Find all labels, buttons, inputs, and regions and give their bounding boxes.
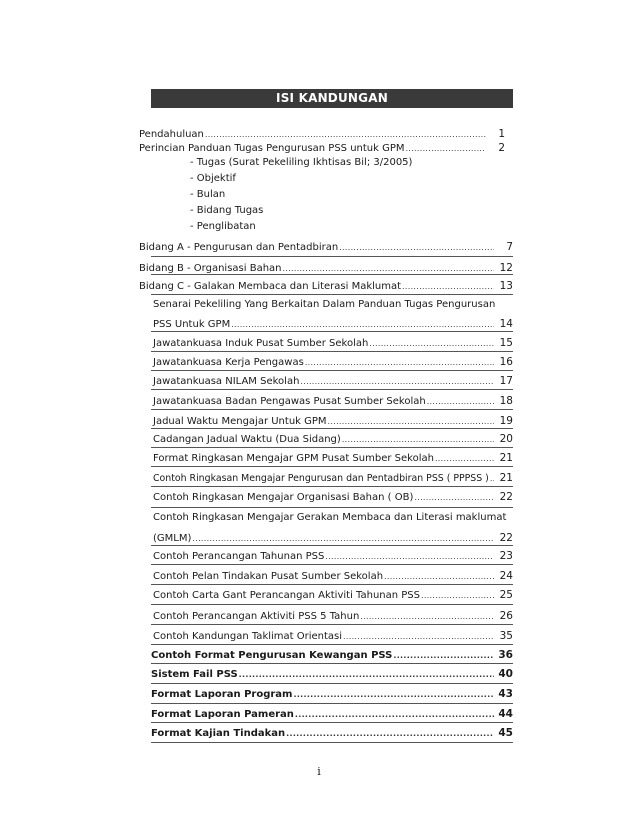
- toc-entry-label: Format Laporan Pameran: [151, 709, 294, 720]
- toc-entry-label: Jawatankuasa Kerja Pengawas: [153, 357, 304, 368]
- dot-leader: [384, 572, 494, 581]
- toc-entry[interactable]: [153, 550, 513, 562]
- toc-entry[interactable]: [153, 472, 513, 484]
- dot-leader: [339, 243, 494, 252]
- toc-entry-label: Jawatankuasa NILAM Sekolah: [153, 376, 300, 387]
- toc-entry-page: 22: [499, 532, 513, 544]
- toc-entry-label: PSS Untuk GPM: [153, 319, 231, 330]
- dot-leader: [360, 612, 494, 621]
- toc-entry[interactable]: [151, 708, 513, 720]
- dot-leader: [421, 591, 494, 600]
- toc-entry[interactable]: [151, 668, 513, 680]
- dot-leader: [406, 144, 486, 153]
- dot-leader: [192, 534, 494, 543]
- divider: [151, 663, 513, 664]
- dot-leader: [342, 435, 494, 444]
- toc-entry[interactable]: [153, 415, 513, 427]
- dot-leader: [295, 710, 494, 719]
- toc-sub-item: - Penglibatan: [190, 221, 256, 232]
- dot-leader: [231, 320, 494, 329]
- toc-sub-item: - Tugas (Surat Pekeliling Ikhtisas Bil; 3/2005): [190, 157, 413, 168]
- toc-entry-label: Contoh Ringkasan Mengajar Gerakan Membaca dan Literasi maklumat: [153, 512, 507, 523]
- divider: [151, 604, 513, 605]
- dot-leader: [490, 474, 494, 483]
- divider: [151, 507, 513, 508]
- divider: [151, 331, 513, 332]
- divider: [151, 466, 513, 467]
- toc-entry[interactable]: [153, 318, 513, 330]
- toc-entry-page: 35: [499, 630, 513, 642]
- toc-entry-label: Contoh Ringkasan Mengajar Organisasi Bahan ( OB): [153, 492, 414, 503]
- dot-leader: [325, 552, 494, 561]
- toc-entry-label: Jadual Waktu Mengajar Untuk GPM: [153, 416, 327, 427]
- divider: [151, 703, 513, 704]
- toc-entry-page: 15: [499, 337, 513, 349]
- toc-entry-label: Format Kajian Tindakan: [151, 728, 286, 739]
- toc-entry[interactable]: [153, 337, 513, 349]
- divider: [151, 486, 513, 487]
- dot-leader: [283, 264, 495, 273]
- toc-entry[interactable]: [153, 532, 513, 544]
- dot-leader: [328, 417, 494, 426]
- toc-entry-label: Contoh Carta Gant Perancangan Aktiviti Tahunan PSS: [153, 590, 420, 601]
- toc-entry-label: Perincian Panduan Tugas Pengurusan PSS untuk GPM: [139, 143, 405, 154]
- toc-entry-label: Format Laporan Program: [151, 689, 293, 700]
- toc-entry-label: Contoh Kandungan Taklimat Orientasi: [153, 631, 343, 642]
- dot-leader: [293, 690, 494, 699]
- divider: [151, 742, 513, 743]
- toc-entry[interactable]: [151, 688, 513, 700]
- divider: [151, 545, 513, 546]
- toc-entry[interactable]: [153, 491, 513, 503]
- toc-entry-page: 24: [499, 570, 513, 582]
- dot-leader: [435, 454, 494, 463]
- toc-entry-page: 2: [498, 142, 505, 154]
- toc-entry-label: Contoh Format Pengurusan Kewangan PSS: [151, 650, 393, 661]
- toc-entry-label: Bidang B - Organisasi Bahan: [139, 263, 282, 274]
- dot-leader: [402, 282, 494, 291]
- dot-leader: [205, 130, 486, 139]
- toc-entry-page: 12: [499, 262, 513, 274]
- toc-entry-label: Sistem Fail PSS: [151, 669, 238, 680]
- toc-entry[interactable]: [139, 262, 513, 274]
- toc-title: ISI KANDUNGAN: [151, 89, 513, 108]
- dot-leader: [414, 493, 494, 502]
- divider: [151, 351, 513, 352]
- toc-entry-page: 19: [499, 415, 513, 427]
- toc-entry-page: 36: [498, 649, 513, 661]
- dot-leader: [239, 670, 494, 679]
- divider: [151, 370, 513, 371]
- dot-leader: [300, 377, 494, 386]
- toc-entry[interactable]: [153, 356, 513, 368]
- toc-entry-page: 14: [499, 318, 513, 330]
- toc-entry-label: Cadangan Jadual Waktu (Dua Sidang): [153, 434, 341, 445]
- divider: [151, 644, 513, 645]
- toc-entry[interactable]: [139, 280, 513, 292]
- toc-entry-label: Bidang A - Pengurusan dan Pentadbiran: [139, 242, 339, 253]
- toc-entry[interactable]: [153, 610, 513, 622]
- toc-entry-label: Senarai Pekeliling Yang Berkaitan Dalam Panduan Tugas Pengurusan: [153, 299, 496, 310]
- toc-entry-label: Contoh Ringkasan Mengajar Pengurusan dan Pentadbiran PSS ( PPPSS ): [153, 473, 489, 484]
- toc-sub-item: - Bidang Tugas: [190, 205, 264, 216]
- page-number: i: [317, 765, 321, 778]
- toc-entry-page: 20: [499, 433, 513, 445]
- toc-entry[interactable]: [139, 241, 513, 253]
- toc-entry-page: 13: [499, 280, 513, 292]
- toc-entry[interactable]: [153, 570, 513, 582]
- divider: [151, 564, 513, 565]
- toc-entry[interactable]: [151, 649, 513, 661]
- toc-entry-page: 21: [499, 452, 513, 464]
- divider: [151, 722, 513, 723]
- toc-entry[interactable]: [153, 395, 513, 407]
- toc-entry-page: 18: [499, 395, 513, 407]
- toc-entry-page: 7: [506, 241, 513, 253]
- toc-entry-label: Pendahuluan: [139, 129, 204, 140]
- toc-entry[interactable]: [151, 727, 513, 739]
- toc-entry-page: 45: [498, 727, 513, 739]
- toc-entry-label: (GMLM): [153, 533, 192, 544]
- toc-sub-item: - Objektif: [190, 173, 236, 184]
- toc-entry-page: 16: [499, 356, 513, 368]
- dot-leader: [369, 339, 494, 348]
- toc-entry[interactable]: [153, 630, 513, 642]
- toc-entry-page: 1: [498, 128, 505, 140]
- toc-entry-label: Jawatankuasa Induk Pusat Sumber Sekolah: [153, 338, 369, 349]
- toc-entry-label: Contoh Perancangan Aktiviti PSS 5 Tahun: [153, 611, 360, 622]
- divider: [151, 256, 513, 257]
- toc-entry[interactable]: [153, 433, 513, 445]
- toc-entry-page: 43: [498, 688, 513, 700]
- toc-entry-page: 44: [498, 708, 513, 720]
- toc-entry-page: 26: [499, 610, 513, 622]
- toc-entry-label: Jawatankuasa Badan Pengawas Pusat Sumber Sekolah: [153, 396, 426, 407]
- toc-entry-page: 23: [499, 550, 513, 562]
- toc-entry[interactable]: [153, 452, 513, 464]
- toc-entry[interactable]: [153, 375, 513, 387]
- dot-leader: [343, 632, 494, 641]
- dot-leader: [427, 397, 494, 406]
- toc-entry-label: Contoh Pelan Tindakan Pusat Sumber Sekolah: [153, 571, 384, 582]
- divider: [151, 409, 513, 410]
- toc-entry[interactable]: [139, 128, 505, 140]
- toc-entry-page: 25: [499, 589, 513, 601]
- divider: [151, 274, 513, 275]
- toc-entry-page: 17: [499, 375, 513, 387]
- divider: [151, 584, 513, 585]
- divider: [151, 624, 513, 625]
- toc-entry[interactable]: [153, 589, 513, 601]
- dot-leader: [286, 729, 494, 738]
- toc-entry-page: 21: [499, 472, 513, 484]
- divider: [151, 428, 513, 429]
- divider: [151, 447, 513, 448]
- dot-leader: [393, 651, 494, 660]
- toc-sub-item: - Bulan: [190, 189, 226, 200]
- divider: [151, 389, 513, 390]
- toc-entry[interactable]: [139, 142, 505, 154]
- toc-entry-page: 40: [498, 668, 513, 680]
- toc-entry-label: Bidang C - Galakan Membaca dan Literasi Maklumat: [139, 281, 402, 292]
- divider: [151, 683, 513, 684]
- toc-entry-page: 22: [499, 491, 513, 503]
- dot-leader: [305, 358, 494, 367]
- toc-entry-label: Contoh Perancangan Tahunan PSS: [153, 551, 325, 562]
- divider: [151, 294, 513, 295]
- toc-entry-label: Format Ringkasan Mengajar GPM Pusat Sumber Sekolah: [153, 453, 434, 464]
